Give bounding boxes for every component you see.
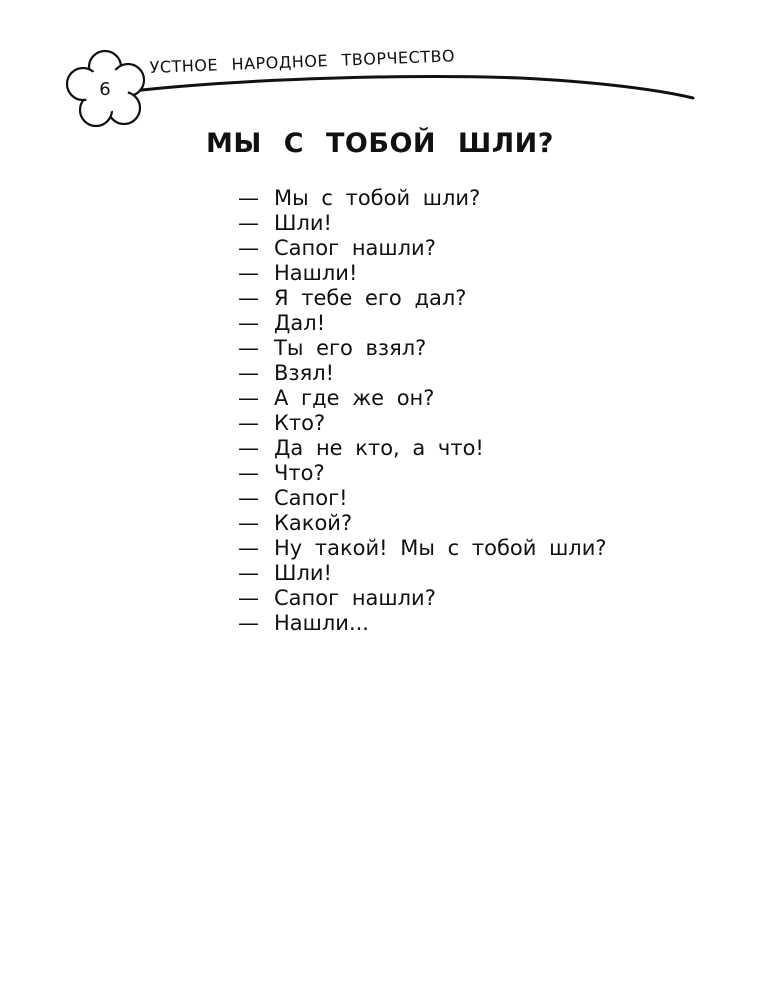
poem-line-text: Шли! [274,561,332,585]
poem-line-text: Дал! [274,311,326,335]
poem-line [238,361,607,386]
dialogue-dash: — [238,586,259,610]
poem-line-text: Взял! [274,361,335,385]
poem-line-text: Сапог нашли? [274,236,436,260]
dialogue-dash: — [238,261,259,285]
poem-line-text: Да не кто, а что! [274,436,484,460]
poem-line [238,436,607,461]
header-rule [132,77,693,98]
poem-line-text: Кто? [274,411,326,435]
poem-line [238,386,607,411]
poem-line-text: Ну такой! Мы с тобой шли? [274,536,607,560]
poem-line [238,336,607,361]
dialogue-dash: — [238,411,259,435]
dialogue-dash: — [238,286,259,310]
poem-line [238,286,607,311]
dialogue-dash: — [238,611,259,635]
dialogue-dash: — [238,536,259,560]
poem-line [238,211,607,236]
dialogue-dash: — [238,436,259,460]
poem-line [238,611,607,636]
poem-line-text: Сапог! [274,486,348,510]
dialogue-dash: — [238,511,259,535]
poem-line [238,486,607,511]
page-header [0,0,760,140]
poem-line [238,186,607,211]
dialogue-dash: — [238,311,259,335]
dialogue-dash: — [238,236,259,260]
poem-line-text: Нашли... [274,611,369,635]
poem-line-text: Сапог нашли? [274,586,436,610]
poem-title: МЫ С ТОБОЙ ШЛИ? [206,128,554,159]
poem-lines [238,186,607,636]
poem-line [238,311,607,336]
poem-line-text: Нашли! [274,261,358,285]
page-number: 6 [99,79,111,100]
dialogue-dash: — [238,561,259,585]
dialogue-dash: — [238,211,259,235]
dialogue-dash: — [238,336,259,360]
dialogue-dash: — [238,361,259,385]
poem-line [238,461,607,486]
poem-line-text: Я тебе его дал? [274,286,467,310]
dialogue-dash: — [238,486,259,510]
poem-line-text: Шли! [274,211,332,235]
poem-line-text: Какой? [274,511,353,535]
poem-line-text: Мы с тобой шли? [274,186,481,210]
section-title: УСТНОЕ НАРОДНОЕ ТВОРЧЕСТВО [149,46,456,77]
header-decoration [0,0,760,140]
dialogue-dash: — [238,186,259,210]
poem-line [238,411,607,436]
poem-line [238,561,607,586]
dialogue-dash: — [238,386,259,410]
poem-line [238,511,607,536]
poem-line [238,586,607,611]
dialogue-dash: — [238,461,259,485]
poem-line-text: Ты его взял? [274,336,427,360]
poem-line-text: Что? [274,461,325,485]
poem-line-text: А где же он? [274,386,435,410]
poem-line [238,236,607,261]
poem-line [238,261,607,286]
poem-line [238,536,607,561]
